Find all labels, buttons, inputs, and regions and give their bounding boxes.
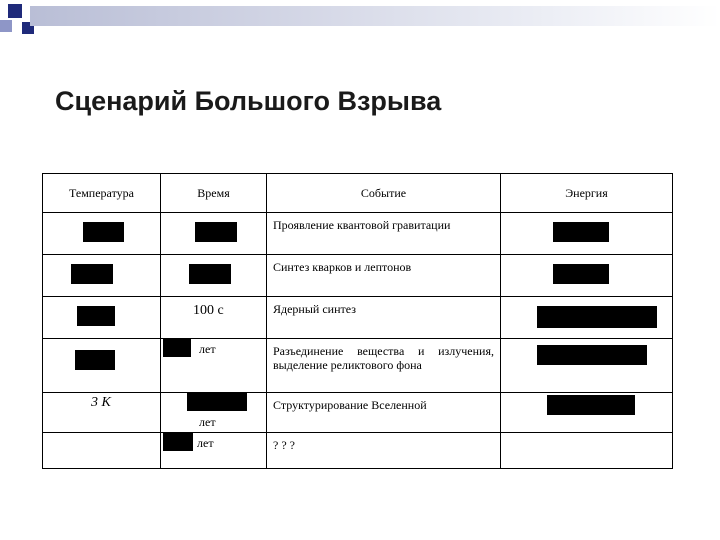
slide-title: Сценарий Большого Взрыва [55, 86, 442, 116]
redaction-box [163, 433, 193, 451]
temperature-cell [43, 433, 161, 469]
table-row [43, 339, 673, 393]
time-cell [161, 393, 267, 433]
time-cell [161, 297, 267, 339]
redaction-box [189, 264, 231, 284]
time-value: 100 с [193, 303, 224, 318]
slide-decoration [0, 0, 720, 50]
event-cell: Структурирование Вселенной [267, 393, 501, 433]
header-time: Время [161, 174, 267, 213]
header-row [43, 174, 673, 213]
redaction-box [195, 222, 237, 242]
energy-cell [501, 339, 673, 393]
energy-cell [501, 393, 673, 433]
redaction-box [537, 345, 647, 365]
redaction-box [187, 393, 247, 411]
temperature-cell [43, 393, 161, 433]
deco-square-2 [0, 20, 12, 32]
event-cell: Проявление квантовой гравитации [267, 213, 501, 255]
temperature-cell [43, 255, 161, 297]
time-cell [161, 213, 267, 255]
event-cell: ? ? ? [267, 433, 501, 469]
time-cell [161, 433, 267, 469]
event-cell: Синтез кварков и лептонов [267, 255, 501, 297]
temperature-cell [43, 297, 161, 339]
table-row [43, 213, 673, 255]
temperature-cell [43, 339, 161, 393]
time-unit: лет [199, 342, 216, 356]
redaction-box [77, 306, 115, 326]
energy-cell [501, 255, 673, 297]
table-row [43, 433, 673, 469]
redaction-box [83, 222, 124, 242]
big-bang-table [42, 173, 673, 469]
time-unit: лет [199, 415, 216, 429]
redaction-box [163, 339, 191, 357]
time-cell [161, 255, 267, 297]
redaction-box [75, 350, 115, 370]
energy-cell [501, 297, 673, 339]
redaction-box [553, 264, 609, 284]
redaction-box [537, 306, 657, 328]
temperature-cell [43, 213, 161, 255]
energy-cell [501, 433, 673, 469]
redaction-box [553, 222, 609, 242]
table-row [43, 393, 673, 433]
header-energy: Энергия [501, 174, 673, 213]
event-cell: Ядерный синтез [267, 297, 501, 339]
time-cell [161, 339, 267, 393]
time-unit: лет [197, 436, 214, 450]
table-row [43, 297, 673, 339]
header-temperature: Температура [43, 174, 161, 213]
deco-square-1 [8, 4, 22, 18]
energy-cell [501, 213, 673, 255]
header-event: Событие [267, 174, 501, 213]
table-row [43, 255, 673, 297]
redaction-box [71, 264, 113, 284]
temperature-value: 3 K [91, 395, 111, 410]
deco-gradient-bar [30, 6, 720, 26]
redaction-box [547, 395, 635, 415]
event-cell: Разъединение вещества и излучения, выделение реликтового фона [267, 339, 501, 393]
